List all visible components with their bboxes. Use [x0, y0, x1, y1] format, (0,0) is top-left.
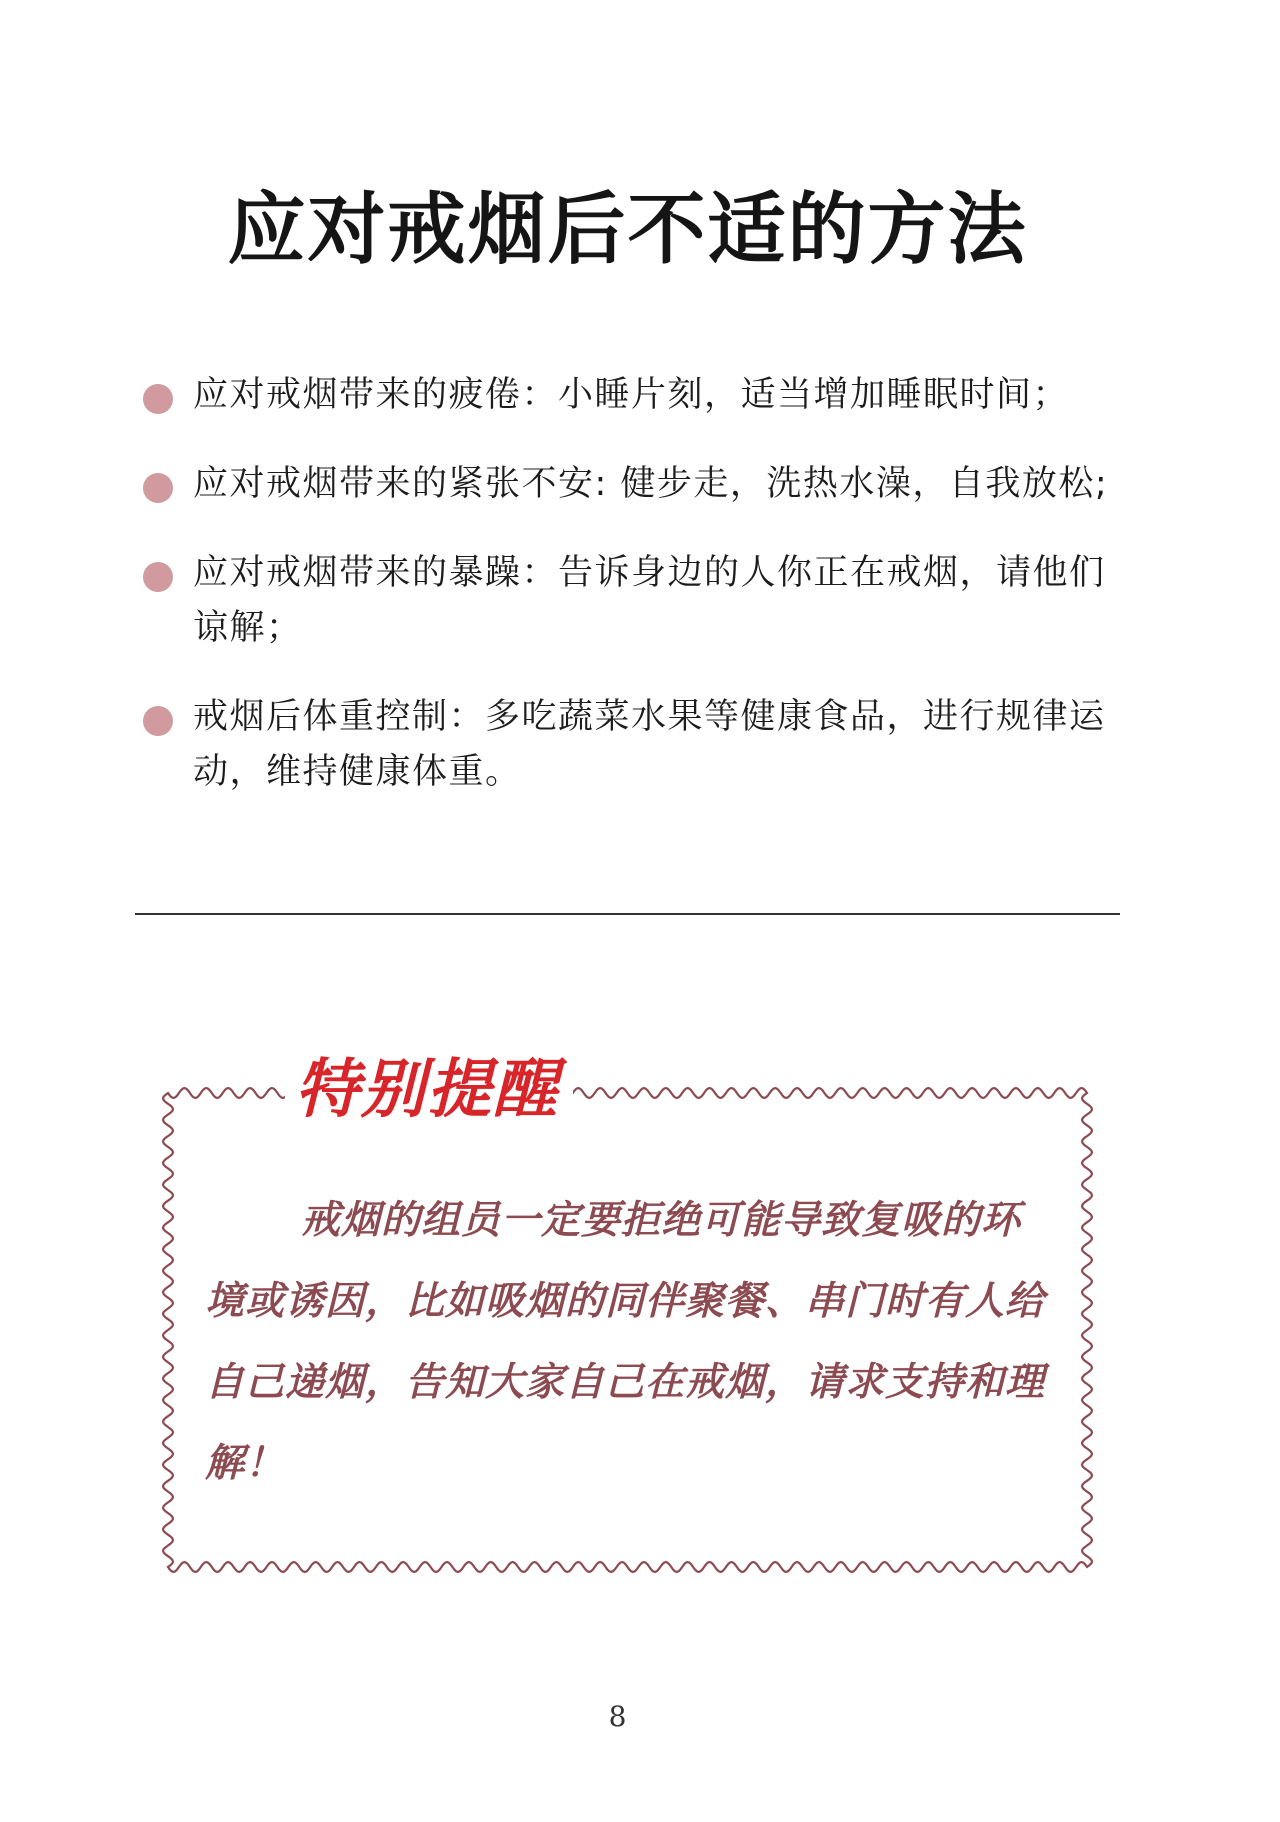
notice-body: 戒烟的组员一定要拒绝可能导致复吸的环境或诱因，比如吸烟的同伴聚餐、串门时有人给自己递烟，告知大家自己在戒烟，请求支持和理解！	[205, 1198, 1046, 1486]
page-number: 8	[608, 1700, 627, 1733]
bullet-dot-icon	[143, 706, 173, 736]
list-item	[143, 368, 1123, 423]
notice-heading: 特别提醒	[285, 1052, 573, 1129]
tip-text: 应对戒烟带来的疲倦：小睡片刻，适当增加睡眠时间；	[193, 375, 1070, 415]
tips-list	[143, 368, 1123, 834]
tip-text: 戒烟后体重控制：多吃蔬菜水果等健康食品，进行规律运动，维持健康体重。	[193, 697, 1106, 792]
list-item	[143, 690, 1123, 800]
list-item	[143, 546, 1123, 656]
bullet-dot-icon	[143, 384, 173, 414]
list-item	[143, 457, 1123, 512]
section-divider	[135, 913, 1120, 915]
tip-text: 应对戒烟带来的紧张不安: 健步走，洗热水澡，自我放松;	[193, 464, 1109, 504]
tip-text: 应对戒烟带来的暴躁：告诉身边的人你正在戒烟，请他们谅解；	[193, 553, 1106, 648]
page-title: 应对戒烟后不适的方法	[227, 185, 1028, 276]
bullet-dot-icon	[143, 562, 173, 592]
bullet-dot-icon	[143, 473, 173, 503]
